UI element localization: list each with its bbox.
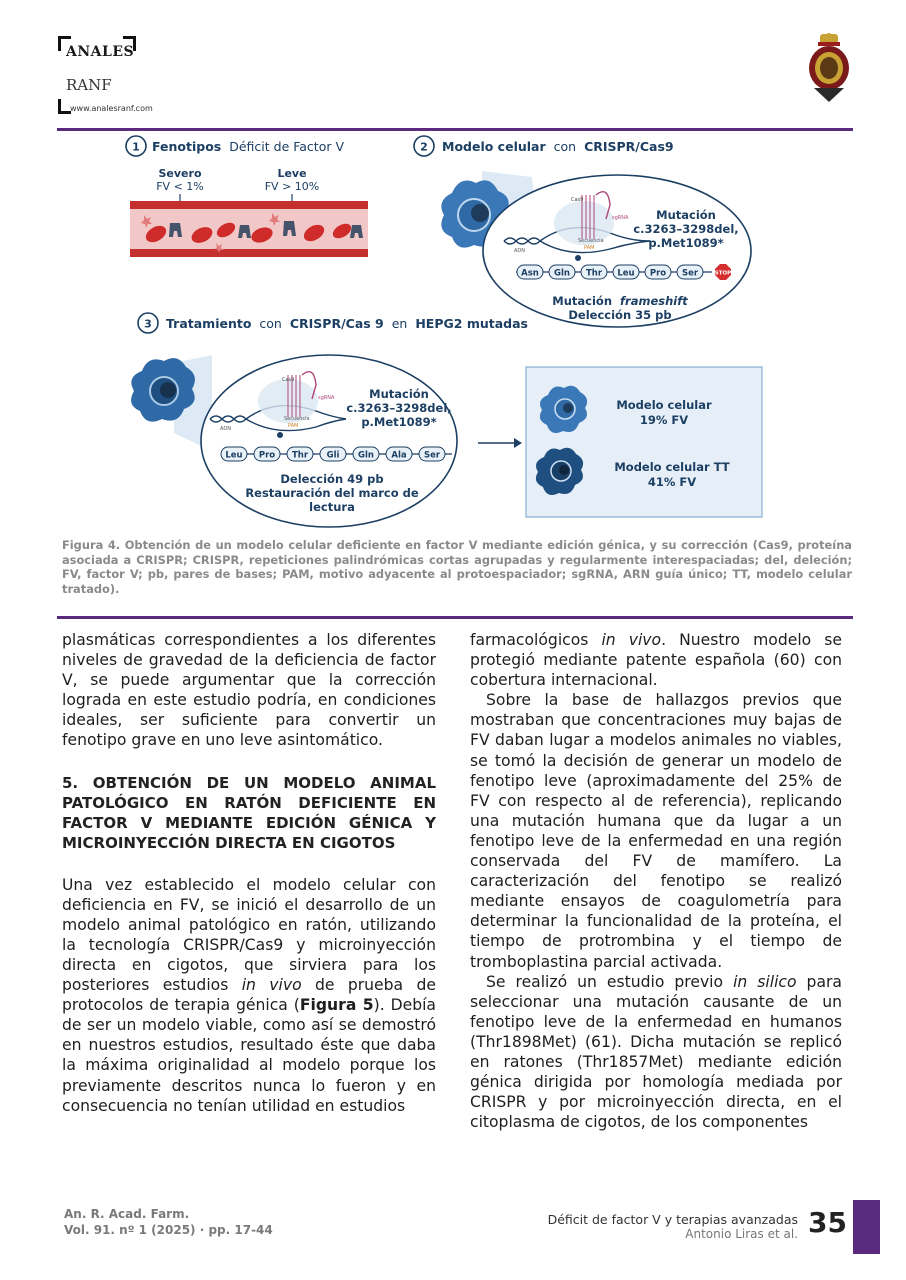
svg-text:Mutación frameshift — [552, 294, 688, 308]
svg-text:Modelo celular con — [442, 139, 674, 154]
aminoacid-label: Asn — [521, 268, 539, 279]
panel1-number: 1 — [132, 140, 140, 154]
panel1-title-rest: Déficit de Factor V — [229, 139, 345, 154]
svg-text:Fenotipos Déficit de Fac — [152, 139, 344, 154]
figure-caption: Figura 4. Obtención de un modelo celular deficiente en factor V mediante edición génica, y su corrección (Cas9, proteína asociada a CRISPR; CRISPR, repeticiones palindrómicas cortas agrupadas y regularmente interespaciadas; del, deleción; FV, factor V; pb, pares de bases; PAM, motivo adyacente al protoespaciador; sgRNA, ARN guía único; TT, modelo celular tratado). — [62, 538, 852, 596]
panel2-title-mid: con — [553, 139, 577, 154]
panel2-title-bold: Modelo celular — [442, 139, 546, 154]
left-p2-text-b: de prueba de protocolos de terapia génica ( — [62, 976, 436, 1015]
right-p1-text-b: . Nuestro modelo se protegió mediante patente española (60) con cobertura internacional. — [470, 631, 842, 690]
panel3-deletion-line3: lectura — [309, 500, 355, 514]
model1-line2: 19% FV — [639, 413, 689, 427]
severe-value: FV < 1% — [156, 180, 204, 193]
model1-line1: Modelo celular — [616, 398, 712, 412]
panel2-title-bold2: CRISPR/Cas9 — [584, 139, 674, 154]
panel2-mutation-line3: p.Met1089* — [648, 236, 724, 250]
journal-name: An. R. Acad. Farm. — [64, 1207, 190, 1221]
panel3-deletion-line2: Restauración del marco de — [245, 486, 419, 500]
running-title: Déficit de factor V y terapias avanzadas — [547, 1212, 798, 1227]
severe-label: Severo — [158, 167, 202, 180]
panel3-title — [138, 313, 528, 333]
panel3-cas9-label: Cas9 — [282, 377, 295, 383]
journal-logo — [58, 36, 153, 114]
panel2-mutation-line2: c.3263–3298del, — [633, 222, 739, 236]
header-rule — [57, 128, 853, 131]
aminoacid-label: Pro — [649, 268, 667, 279]
panel3-title-bold3: HEPG2 mutadas — [415, 316, 528, 331]
aminoacid-label: Gli — [326, 450, 340, 461]
panel2-secuencia-label: Secuencia — [578, 238, 604, 244]
panel3-deletion-line1: Delección 49 pb — [280, 472, 384, 486]
journal-volume: Vol. 91. nº 1 (2025) · pp. 17-44 — [64, 1223, 273, 1237]
figure-4 — [112, 133, 792, 533]
left-p2-italic: in vivo — [241, 976, 302, 995]
arrow-right-icon — [478, 438, 522, 448]
panel2-pam-label: PAM — [584, 245, 595, 251]
right-p3-text-b: para seleccionar una mutación causante de un fenotipo leve de la enfermedad en humanos (Thr1898Met) (61). Dicha mutación se replicó en ratones (Thr1857Met) mediante edición génica dirigida por homología mediada por CRISPR y por microinyección directa, en el citoplasma de cigotos, de los componentes — [470, 972, 842, 1132]
aminoacid-label: Ala — [391, 450, 407, 461]
panel3-number: 3 — [144, 317, 152, 331]
left-column — [62, 630, 436, 1116]
right-paragraph-2: Sobre la base de hallazgos previos que mostraban que concentraciones muy bajas de FV daban lugar a modelos animales no viables, se tomó la decisión de generar un modelo de fenotipo leve (aproximadamente del 25% de FV con respecto al de referencia), replicando una mutación humana que da lugar a un fenotipo leve de la enfermedad en una región conservada del FV de mamífero. La caracterización del fenotipo se realizó mediante ensayos de coagulometría para determinar la funcionalidad de la proteína, el tiempo de protrombina y el tiempo de tromboplastina parcial activada. — [470, 691, 842, 971]
panel3-title-mid2: en — [391, 316, 408, 331]
frameshift-word: frameshift — [620, 294, 688, 308]
right-column — [470, 630, 842, 1132]
panel1-title — [126, 136, 344, 156]
running-authors: Antonio Liras et al. — [685, 1227, 798, 1241]
section-5-title: 5. OBTENCIÓN DE UN MODELO ANIMAL PATOLÓGICO EN RATÓN DEFICIENTE EN FACTOR V MEDIANTE EDICIÓN GÉNICA Y MICROINYECCIÓN DIRECTA EN CIGOTOS — [62, 773, 436, 852]
right-paragraph-1 — [470, 630, 842, 690]
blood-vessel-illustration — [130, 201, 368, 257]
aminoacid-label: Thr — [585, 268, 603, 279]
right-p3-italic: in silico — [733, 972, 797, 991]
panel3-secuencia-label: Secuencia — [284, 416, 310, 422]
right-p1-text-a: farmacológicos — [470, 631, 602, 649]
logo-url-text: www.analesranf.com — [70, 104, 153, 113]
panel3-mutation-line3: p.Met1089* — [361, 415, 437, 429]
panel3-mutation-line2: c.3263–3298del, — [346, 401, 452, 415]
svg-text:Tratamiento con CR — [166, 316, 528, 331]
left-paragraph-2 — [62, 875, 436, 1116]
mild-value: FV > 10% — [264, 180, 320, 193]
aminoacid-label: Thr — [291, 450, 309, 461]
left-paragraph-1: plasmáticas correspondientes a los diferentes niveles de gravedad de la deficiencia de factor V, se puede argumentar que la corrección lograda en este estudio podría, en condiciones ideales, ser suficiente para convertir un fenotipo grave en uno leve asintomático. — [62, 631, 436, 750]
panel2-deletion: Delección 35 pb — [568, 308, 672, 322]
panel2-mutation-line1: Mutación — [656, 208, 716, 222]
panel2-sgrna-label: sgRNA — [612, 215, 629, 221]
aminoacid-label: Leu — [225, 450, 243, 461]
aminoacid-label: Gln — [554, 268, 570, 279]
logo-anales-text: ANALES — [66, 44, 135, 60]
panel2-title — [414, 136, 674, 156]
figure-5-reference: Figura 5 — [299, 996, 374, 1015]
aminoacid-label: Gln — [358, 450, 374, 461]
hepg2-mutant-cell-icon — [131, 355, 212, 451]
aminoacid-label: Leu — [617, 268, 635, 279]
left-p2-text-c: ). Debía de ser un modelo viable, como así se demostró en nuestros estudios, resultado éste que daba la máxima originalidad al modelo porque los previamente descritos nunca lo fueron y en consecuencia no tenían utilidad en estudios — [62, 996, 436, 1115]
panel3-pam-label: PAM — [288, 423, 299, 429]
model2-line1: Modelo celular TT — [614, 460, 730, 474]
panel3-mutation-line1: Mutación — [369, 387, 429, 401]
left-p2-text-a: Una vez establecido el modelo celular con deficiencia en FV, se inició el desarrollo de un modelo animal patológico en ratón, utilizando la tecnología CRISPR/Cas9 y microinyección directa en cigotos, que sirviera para los posteriores estudios — [62, 875, 436, 995]
panel3-title-mid: con — [259, 316, 282, 331]
page-number: 35 — [808, 1206, 847, 1239]
right-paragraph-3 — [470, 972, 842, 1133]
panel3-sgrna-label: sgRNA — [318, 395, 335, 401]
panel2-cas9-label: Cas9 — [571, 197, 584, 203]
panel3-title-bold2: CRISPR/Cas 9 — [289, 316, 384, 331]
logo-ranf-text: RANF — [66, 76, 112, 94]
panel3-adn-label: ADN — [220, 426, 232, 432]
right-p3-text-a: Se realizó un estudio previo — [486, 972, 734, 991]
aminoacid-label: Ser — [423, 450, 441, 461]
model2-line2: 41% FV — [647, 475, 697, 489]
panel2-number: 2 — [420, 140, 428, 154]
right-p1-italic: in vivo — [601, 631, 662, 649]
panel3-title-bold: Tratamiento — [166, 316, 252, 331]
panel1-title-bold: Fenotipos — [152, 139, 222, 154]
stop-label: STOP — [714, 270, 732, 277]
aminoacid-label: Ser — [681, 268, 699, 279]
mild-label: Leve — [277, 167, 307, 180]
frameshift-prefix: Mutación — [552, 294, 613, 308]
page-tab — [853, 1200, 880, 1254]
panel2-adn-label: ADN — [514, 248, 526, 254]
journal-citation — [64, 1206, 273, 1238]
academy-crest-icon — [806, 32, 852, 104]
caption-rule — [57, 616, 853, 619]
aminoacid-label: Pro — [258, 450, 276, 461]
running-header — [548, 1212, 798, 1242]
